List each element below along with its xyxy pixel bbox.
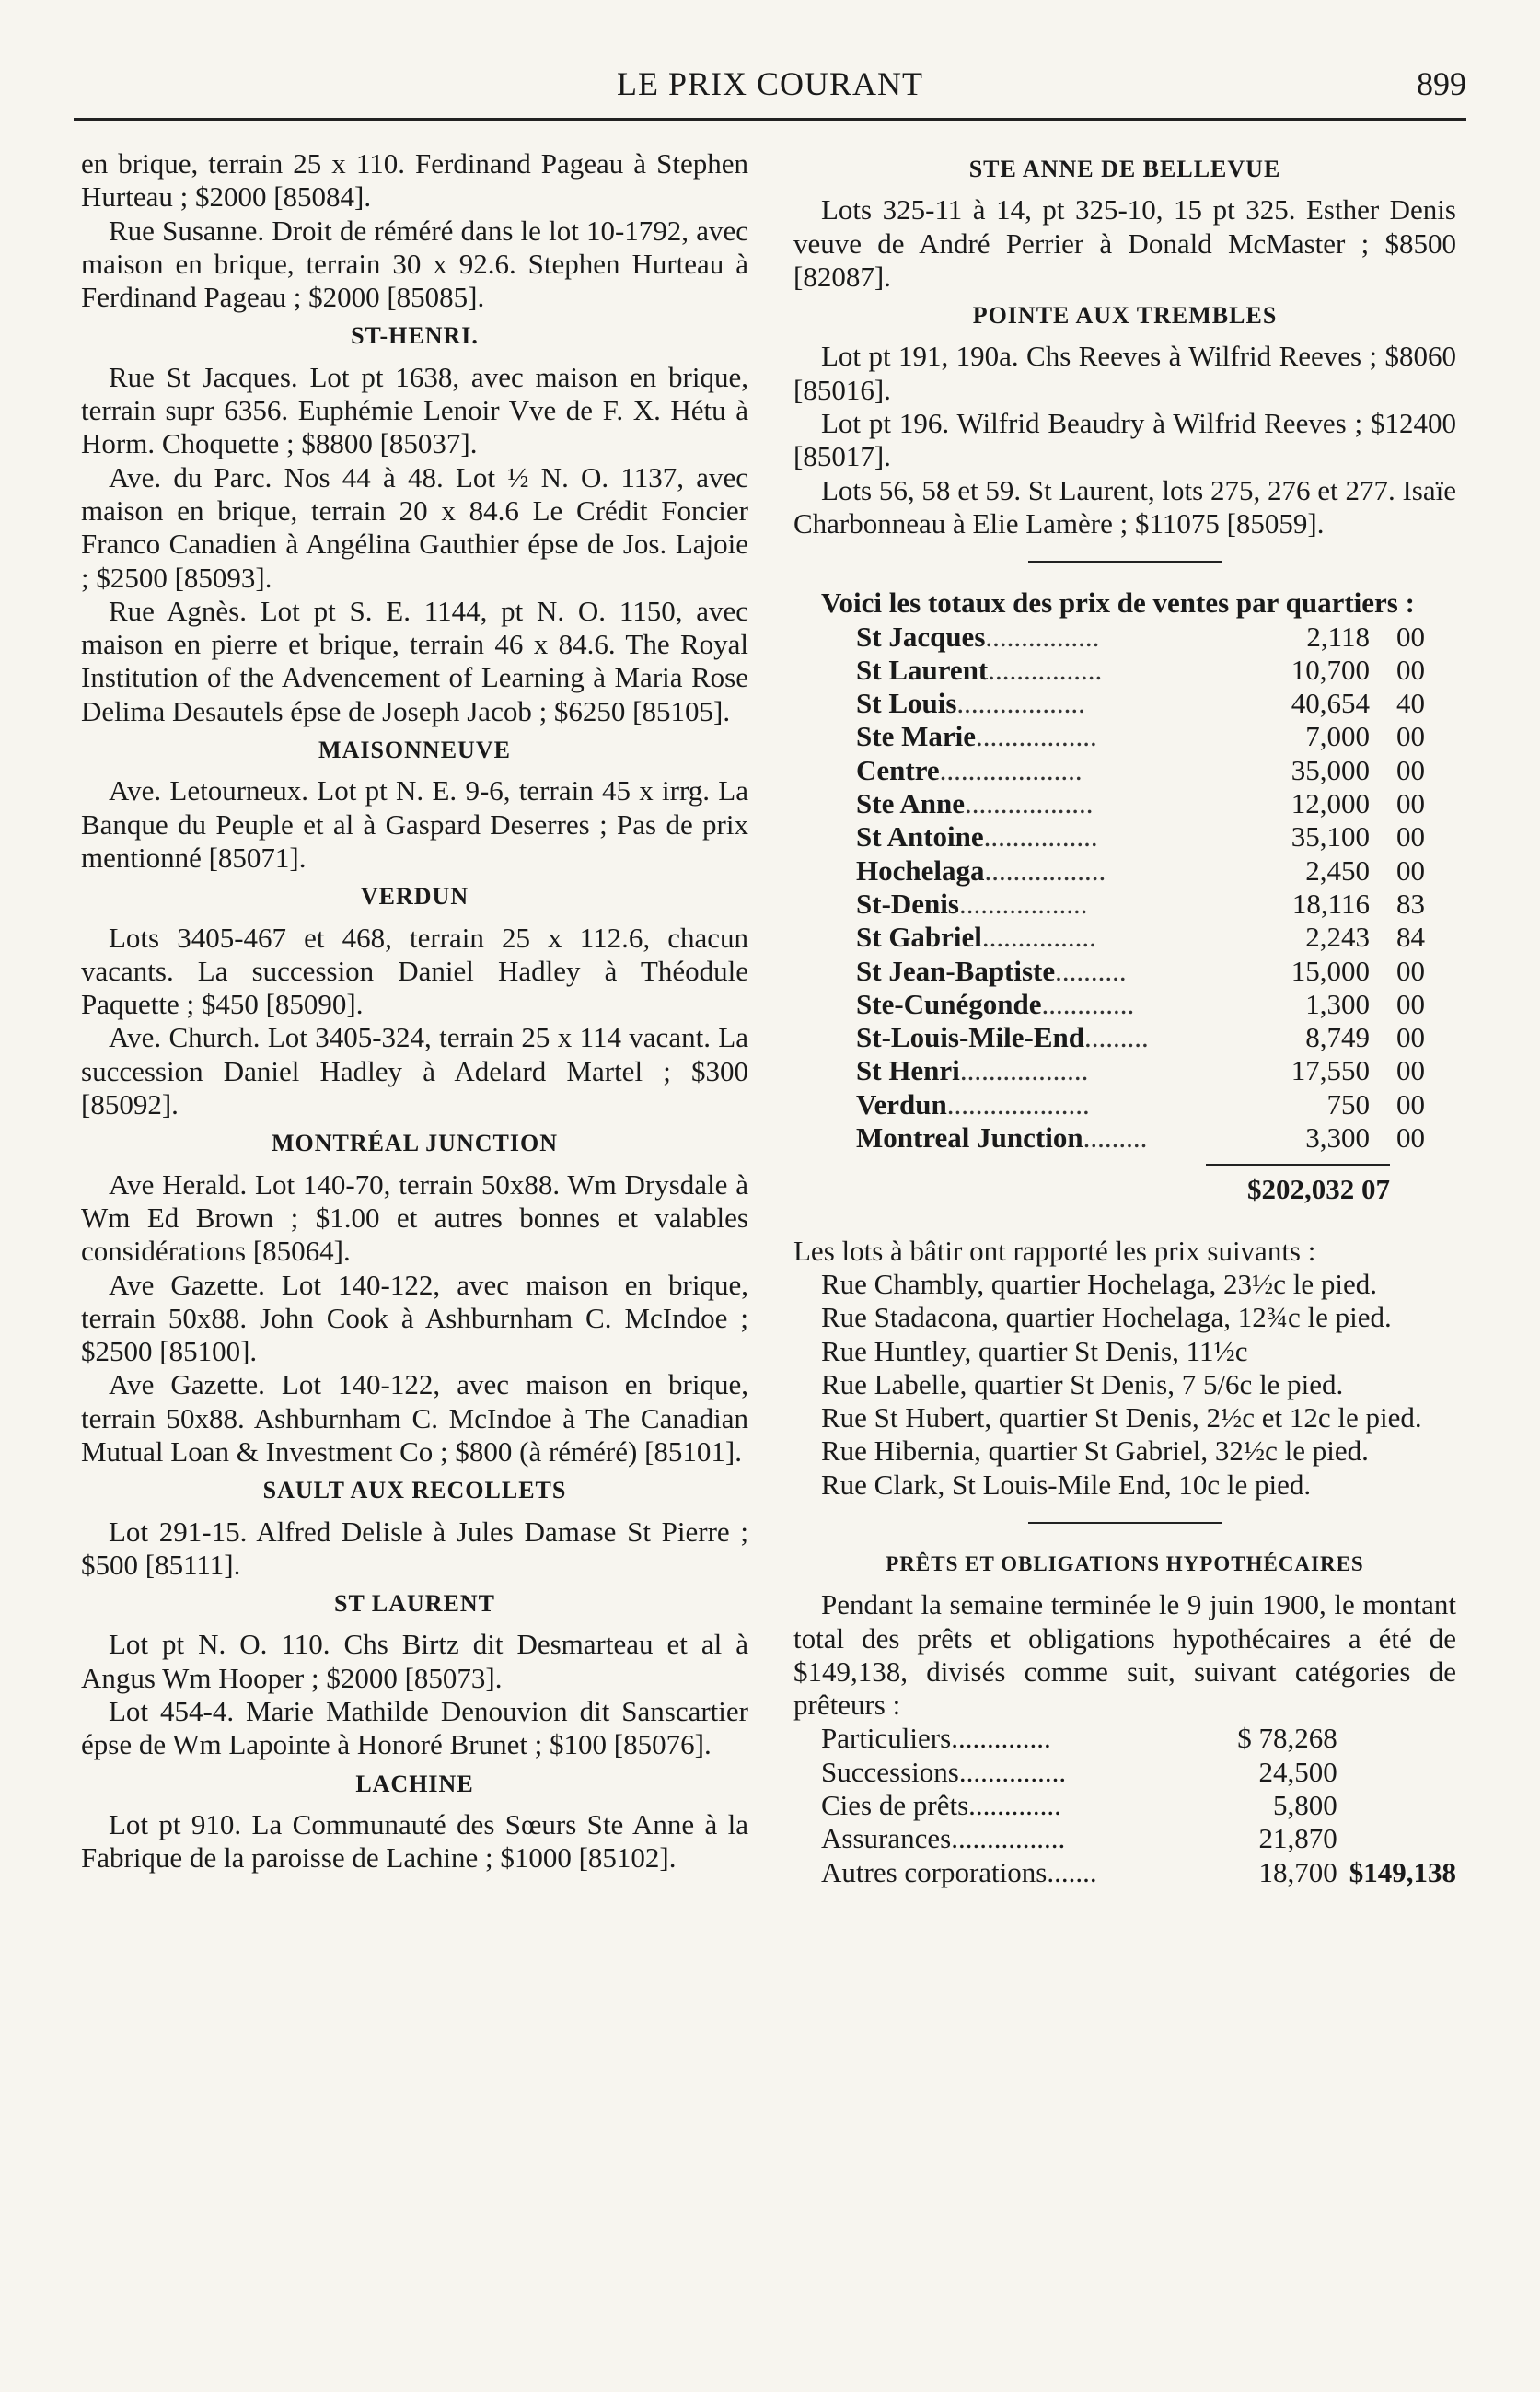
paragraph: Rue St Hubert, quartier St Denis, 2½c et 12c le pied.	[821, 1401, 1422, 1434]
leader-dots: .............	[1041, 987, 1135, 1020]
totals-label	[856, 955, 1243, 988]
quarter-name: St Laurent	[856, 653, 989, 686]
leader-dots: .........	[1084, 1021, 1149, 1054]
quarter-name: St-Denis	[856, 887, 959, 920]
quarter-amount: 750	[1326, 1087, 1370, 1121]
section-heading: SAULT AUX RECOLLETS	[262, 1477, 567, 1504]
quarter-cents: 00	[1396, 720, 1425, 753]
totals-row	[856, 854, 1425, 888]
quarter-name: Verdun	[856, 1087, 947, 1121]
totals-row	[856, 787, 1425, 820]
quarter-amount: 40,654	[1291, 687, 1370, 720]
category-name: Particuliers	[821, 1722, 952, 1755]
leader-dots: ................	[985, 620, 1100, 653]
sum-rule	[1206, 1164, 1390, 1166]
quarter-name: Centre	[856, 753, 940, 786]
quarter-name: Ste-Cunégonde	[856, 987, 1042, 1020]
leader-dots: .................	[984, 853, 1106, 887]
totals-label	[856, 1121, 1243, 1155]
quarter-name: Montreal Junction	[856, 1121, 1083, 1155]
totals-label	[856, 888, 1243, 921]
paragraph: Ave Gazette. Lot 140-122, avec maison en brique, terrain 50x88. John Cook à Ashburnham C. McIndoe ; $2500 [85100].	[81, 1268, 748, 1368]
page-number: 899	[1417, 65, 1466, 102]
quarter-cents: 00	[1396, 1054, 1425, 1087]
leader-dots: ..............	[951, 1722, 1051, 1755]
quarter-cents: 00	[1396, 853, 1425, 887]
category-amount: 18,700	[1258, 1855, 1337, 1888]
leader-dots: ................	[983, 820, 1098, 853]
quarter-cents: 00	[1396, 653, 1425, 686]
quarter-name: St Louis	[856, 687, 957, 720]
totals-label	[856, 687, 1243, 720]
totals-row	[856, 1121, 1425, 1155]
quarter-cents: 00	[1396, 1121, 1425, 1155]
quarter-amount: 7,000	[1305, 720, 1370, 753]
totals-sum: $202,032 07	[1247, 1173, 1390, 1206]
category-total-cell	[1337, 1722, 1456, 1755]
paragraph: Lots 3405-467 et 468, terrain 25 x 112.6, chacun vacants. La succession Daniel Hadley à Théodule Paquette ; $450 [85090].	[81, 921, 748, 1021]
paragraph: Lot 291-15. Alfred Delisle à Jules Damase St Pierre ; $500 [85111].	[81, 1515, 748, 1581]
category-label	[821, 1789, 1201, 1822]
category-label	[821, 1856, 1201, 1889]
leader-dots: .........	[1083, 1121, 1148, 1155]
quarter-amount: 17,550	[1291, 1054, 1370, 1087]
quarter-amount: 3,300	[1305, 1121, 1370, 1155]
totals-row	[856, 754, 1425, 787]
totals-label	[856, 787, 1243, 820]
paragraph: Lot pt 196. Wilfrid Beaudry à Wilfrid Reeves ; $12400 [85017].	[793, 407, 1456, 473]
quarter-cents: 00	[1396, 1087, 1425, 1121]
section-heading: LACHINE	[355, 1770, 474, 1797]
leader-dots: ....................	[946, 1087, 1090, 1121]
leader-dots: .............	[968, 1789, 1061, 1822]
section-heading: ST-HENRI.	[351, 322, 479, 350]
category-label	[821, 1722, 1201, 1755]
quarter-cents: 00	[1396, 987, 1425, 1020]
paragraph: Lot pt 191, 190a. Chs Reeves à Wilfrid Reeves ; $8060 [85016].	[793, 340, 1456, 406]
page-header	[74, 64, 1466, 122]
quarter-name: St Gabriel	[856, 921, 982, 954]
totals-table	[856, 621, 1425, 1155]
leader-dots: ..................	[965, 787, 1094, 820]
quarter-cents: 00	[1396, 620, 1425, 653]
totals-label	[856, 654, 1243, 687]
section-heading: STE ANNE DE BELLEVUE	[968, 156, 1281, 182]
category-total-cell	[1337, 1822, 1456, 1855]
totals-label	[856, 1088, 1243, 1121]
leader-dots: ....................	[939, 753, 1083, 786]
paragraph: en brique, terrain 25 x 110. Ferdinand Pageau à Stephen Hurteau ; $2000 [85084].	[81, 147, 748, 214]
quarter-amount: 10,700	[1291, 653, 1370, 686]
totals-row	[856, 988, 1425, 1021]
leader-dots: .......	[1047, 1855, 1097, 1888]
category-amount: 24,500	[1258, 1755, 1337, 1788]
quarter-cents: 00	[1396, 820, 1425, 853]
category-row	[821, 1789, 1456, 1822]
category-name: Autres corporations	[821, 1855, 1048, 1888]
quarter-name: Ste Marie	[856, 720, 976, 753]
quarter-amount: 12,000	[1291, 787, 1370, 820]
leader-dots: ................	[981, 921, 1096, 954]
category-total-cell	[1337, 1789, 1456, 1822]
paragraph: Rue Chambly, quartier Hochelaga, 23½c le pied.	[821, 1267, 1378, 1300]
totals-label	[856, 1054, 1243, 1087]
category-amount: 21,870	[1258, 1822, 1337, 1855]
quarter-cents: 00	[1396, 787, 1425, 820]
leader-dots: ..................	[956, 687, 1085, 720]
quarter-cents: 00	[1396, 1021, 1425, 1054]
header-rule	[74, 118, 1466, 121]
paragraph: Pendant la semaine terminée le 9 juin 1900, le montant total des prêts et obligations hypothécaires a été de $149,138, divisés comme suit, suivant catégories de prêteurs :	[793, 1588, 1456, 1722]
totals-row	[856, 1088, 1425, 1121]
category-row	[821, 1856, 1456, 1889]
quarter-name: Ste Anne	[856, 787, 965, 820]
leader-dots: ..................	[959, 1054, 1089, 1087]
left-column	[81, 147, 748, 1875]
paragraph: Lot pt 910. La Communauté des Sœurs Ste Anne à la Fabrique de la paroisse de Lachine ; $1000 [85102].	[81, 1807, 748, 1875]
totals-label	[856, 988, 1243, 1021]
totals-row	[856, 621, 1425, 654]
totals-label	[856, 720, 1243, 753]
totals-label	[856, 854, 1243, 888]
leader-dots: ..................	[958, 887, 1088, 920]
quarter-name: Hochelaga	[856, 853, 985, 887]
quarter-cents: 40	[1396, 687, 1425, 720]
category-label	[821, 1756, 1201, 1789]
category-amount: $ 78,268	[1237, 1722, 1337, 1755]
section-heading: PRÊTS ET OBLIGATIONS HYPOTHÉCAIRES	[886, 1551, 1364, 1575]
categories-total: $149,138	[1349, 1855, 1456, 1888]
paragraph: Rue Susanne. Droit de réméré dans le lot 10-1792, avec maison en brique, terrain 30 x 92.6. Stephen Hurteau à Ferdinand Pageau ; $2000 [85085].	[81, 214, 748, 314]
quarter-amount: 1,300	[1305, 987, 1370, 1020]
category-amount: 5,800	[1273, 1789, 1337, 1822]
category-row	[821, 1822, 1456, 1855]
section-divider	[1028, 561, 1222, 563]
totals-row	[856, 820, 1425, 853]
paragraph: Lot 454-4. Marie Mathilde Denouvion dit Sanscartier épse de Wm Lapointe à Honoré Brunet ; $100 [85076].	[81, 1695, 748, 1761]
section-heading: ST LAURENT	[334, 1590, 495, 1618]
quarter-name: St Jacques	[856, 620, 986, 653]
quarter-cents: 00	[1396, 954, 1425, 987]
section-heading: MAISONNEUVE	[318, 737, 511, 764]
quarter-name: St-Louis-Mile-End	[856, 1021, 1085, 1054]
quarter-name: St Henri	[856, 1054, 960, 1087]
section-heading: VERDUN	[360, 883, 469, 911]
quarter-amount: 8,749	[1305, 1021, 1370, 1054]
leader-dots: .................	[975, 720, 1097, 753]
paragraph: Ave. Church. Lot 3405-324, terrain 25 x 114 vacant. La succession Daniel Hadley à Adelard Martel ; $300 [85092].	[81, 1021, 748, 1121]
totals-label	[856, 820, 1243, 853]
paragraph: Ave Gazette. Lot 140-122, avec maison en brique, terrain 50x88. Ashburnham C. McIndoe à The Canadian Mutual Loan & Investment Co ; $800 (à réméré) [85101].	[81, 1368, 748, 1468]
quarter-amount: 35,100	[1291, 820, 1370, 853]
paragraph: Rue Huntley, quartier St Denis, 11½c	[821, 1334, 1248, 1367]
totals-label	[856, 621, 1243, 654]
category-name: Assurances	[821, 1822, 952, 1855]
paragraph: Rue St Jacques. Lot pt 1638, avec maison en brique, terrain supr 6356. Euphémie Lenoir Vve de F. X. Hétu à Horm. Choquette ; $8800 [85037].	[81, 360, 748, 460]
totals-row	[856, 888, 1425, 921]
totals-label	[856, 1021, 1243, 1054]
categories-table	[821, 1722, 1456, 1888]
totals-row	[856, 720, 1425, 753]
paragraph: Rue Clark, St Louis-Mile End, 10c le pied.	[821, 1468, 1312, 1501]
paragraph: Ave. du Parc. Nos 44 à 48. Lot ½ N. O. 1137, avec maison en brique, terrain 20 x 84.6 Le Crédit Foncier Franco Canadien à Angélina Gauthier épse de Jos. Lajoie ; $2500 [85093].	[81, 460, 748, 594]
totals-label	[856, 921, 1243, 954]
category-name: Successions	[821, 1755, 959, 1788]
category-row	[821, 1722, 1456, 1755]
totals-row	[856, 1054, 1425, 1087]
leader-dots: ................	[951, 1822, 1066, 1855]
leader-dots: ................	[988, 653, 1103, 686]
totals-row	[856, 1021, 1425, 1054]
totals-row	[856, 654, 1425, 687]
page-title: LE PRIX COURANT	[616, 65, 923, 102]
leader-dots: ..........	[1055, 954, 1127, 987]
paragraph: Rue Labelle, quartier St Denis, 7 5/6c le pied.	[821, 1367, 1344, 1400]
quarter-amount: 2,450	[1305, 853, 1370, 887]
quarter-amount: 2,118	[1306, 620, 1370, 653]
quarter-cents: 84	[1396, 921, 1425, 954]
paragraph: Ave Herald. Lot 140-70, terrain 50x88. Wm Drysdale à Wm Ed Brown ; $1.00 et autres bonnes et valables considérations [85064].	[81, 1167, 748, 1268]
totals-label	[856, 754, 1243, 787]
right-column	[793, 147, 1456, 1889]
quarter-cents: 83	[1396, 887, 1425, 920]
category-name: Cies de prêts	[821, 1789, 969, 1822]
paragraph: Ave. Letourneux. Lot pt N. E. 9-6, terrain 45 x irrg. La Banque du Peuple et al à Gaspard Deserres ; Pas de prix mentionné [85071].	[81, 774, 748, 874]
quarter-name: St Jean-Baptiste	[856, 954, 1056, 987]
paragraph: Les lots à bâtir ont rapporté les prix suivants :	[793, 1234, 1316, 1267]
section-heading: MONTRÉAL JUNCTION	[272, 1130, 558, 1157]
paragraph: Lot pt N. O. 110. Chs Birtz dit Desmarteau et al à Angus Wm Hooper ; $2000 [85073].	[81, 1628, 748, 1694]
quarter-amount: 35,000	[1291, 753, 1370, 786]
quarter-amount: 15,000	[1291, 954, 1370, 987]
category-total-cell	[1337, 1756, 1456, 1789]
totals-row	[856, 921, 1425, 954]
paragraph: Lots 325-11 à 14, pt 325-10, 15 pt 325. Esther Denis veuve de André Perrier à Donald McMaster ; $8500 [82087].	[793, 193, 1456, 293]
quarter-name: St Antoine	[856, 820, 984, 853]
paragraph: Rue Agnès. Lot pt S. E. 1144, pt N. O. 1150, avec maison en pierre et brique, terrain 46 x 84.6. The Royal Institution of the Advencement of Learning à Maria Rose Delima Desautels épse de Joseph Jacob ; $6250 [85105].	[81, 594, 748, 727]
totals-row	[856, 955, 1425, 988]
paragraph: Rue Hibernia, quartier St Gabriel, 32½c le pied.	[821, 1434, 1369, 1468]
section-heading: POINTE AUX TREMBLES	[972, 302, 1278, 330]
category-label	[821, 1822, 1201, 1855]
section-divider	[1028, 1522, 1222, 1524]
quarter-amount: 18,116	[1291, 887, 1370, 920]
quarter-amount: 2,243	[1305, 921, 1370, 954]
totals-row	[856, 687, 1425, 720]
paragraph: Lots 56, 58 et 59. St Laurent, lots 275, 276 et 277. Isaïe Charbonneau à Elie Lamère ; $11075 [85059].	[793, 473, 1456, 540]
totals-intro: Voici les totaux des prix de ventes par quartiers :	[821, 586, 1415, 620]
leader-dots: ...............	[958, 1755, 1067, 1788]
category-row	[821, 1756, 1456, 1789]
paragraph: Rue Stadacona, quartier Hochelaga, 12¾c le pied.	[821, 1301, 1392, 1334]
quarter-cents: 00	[1396, 753, 1425, 786]
